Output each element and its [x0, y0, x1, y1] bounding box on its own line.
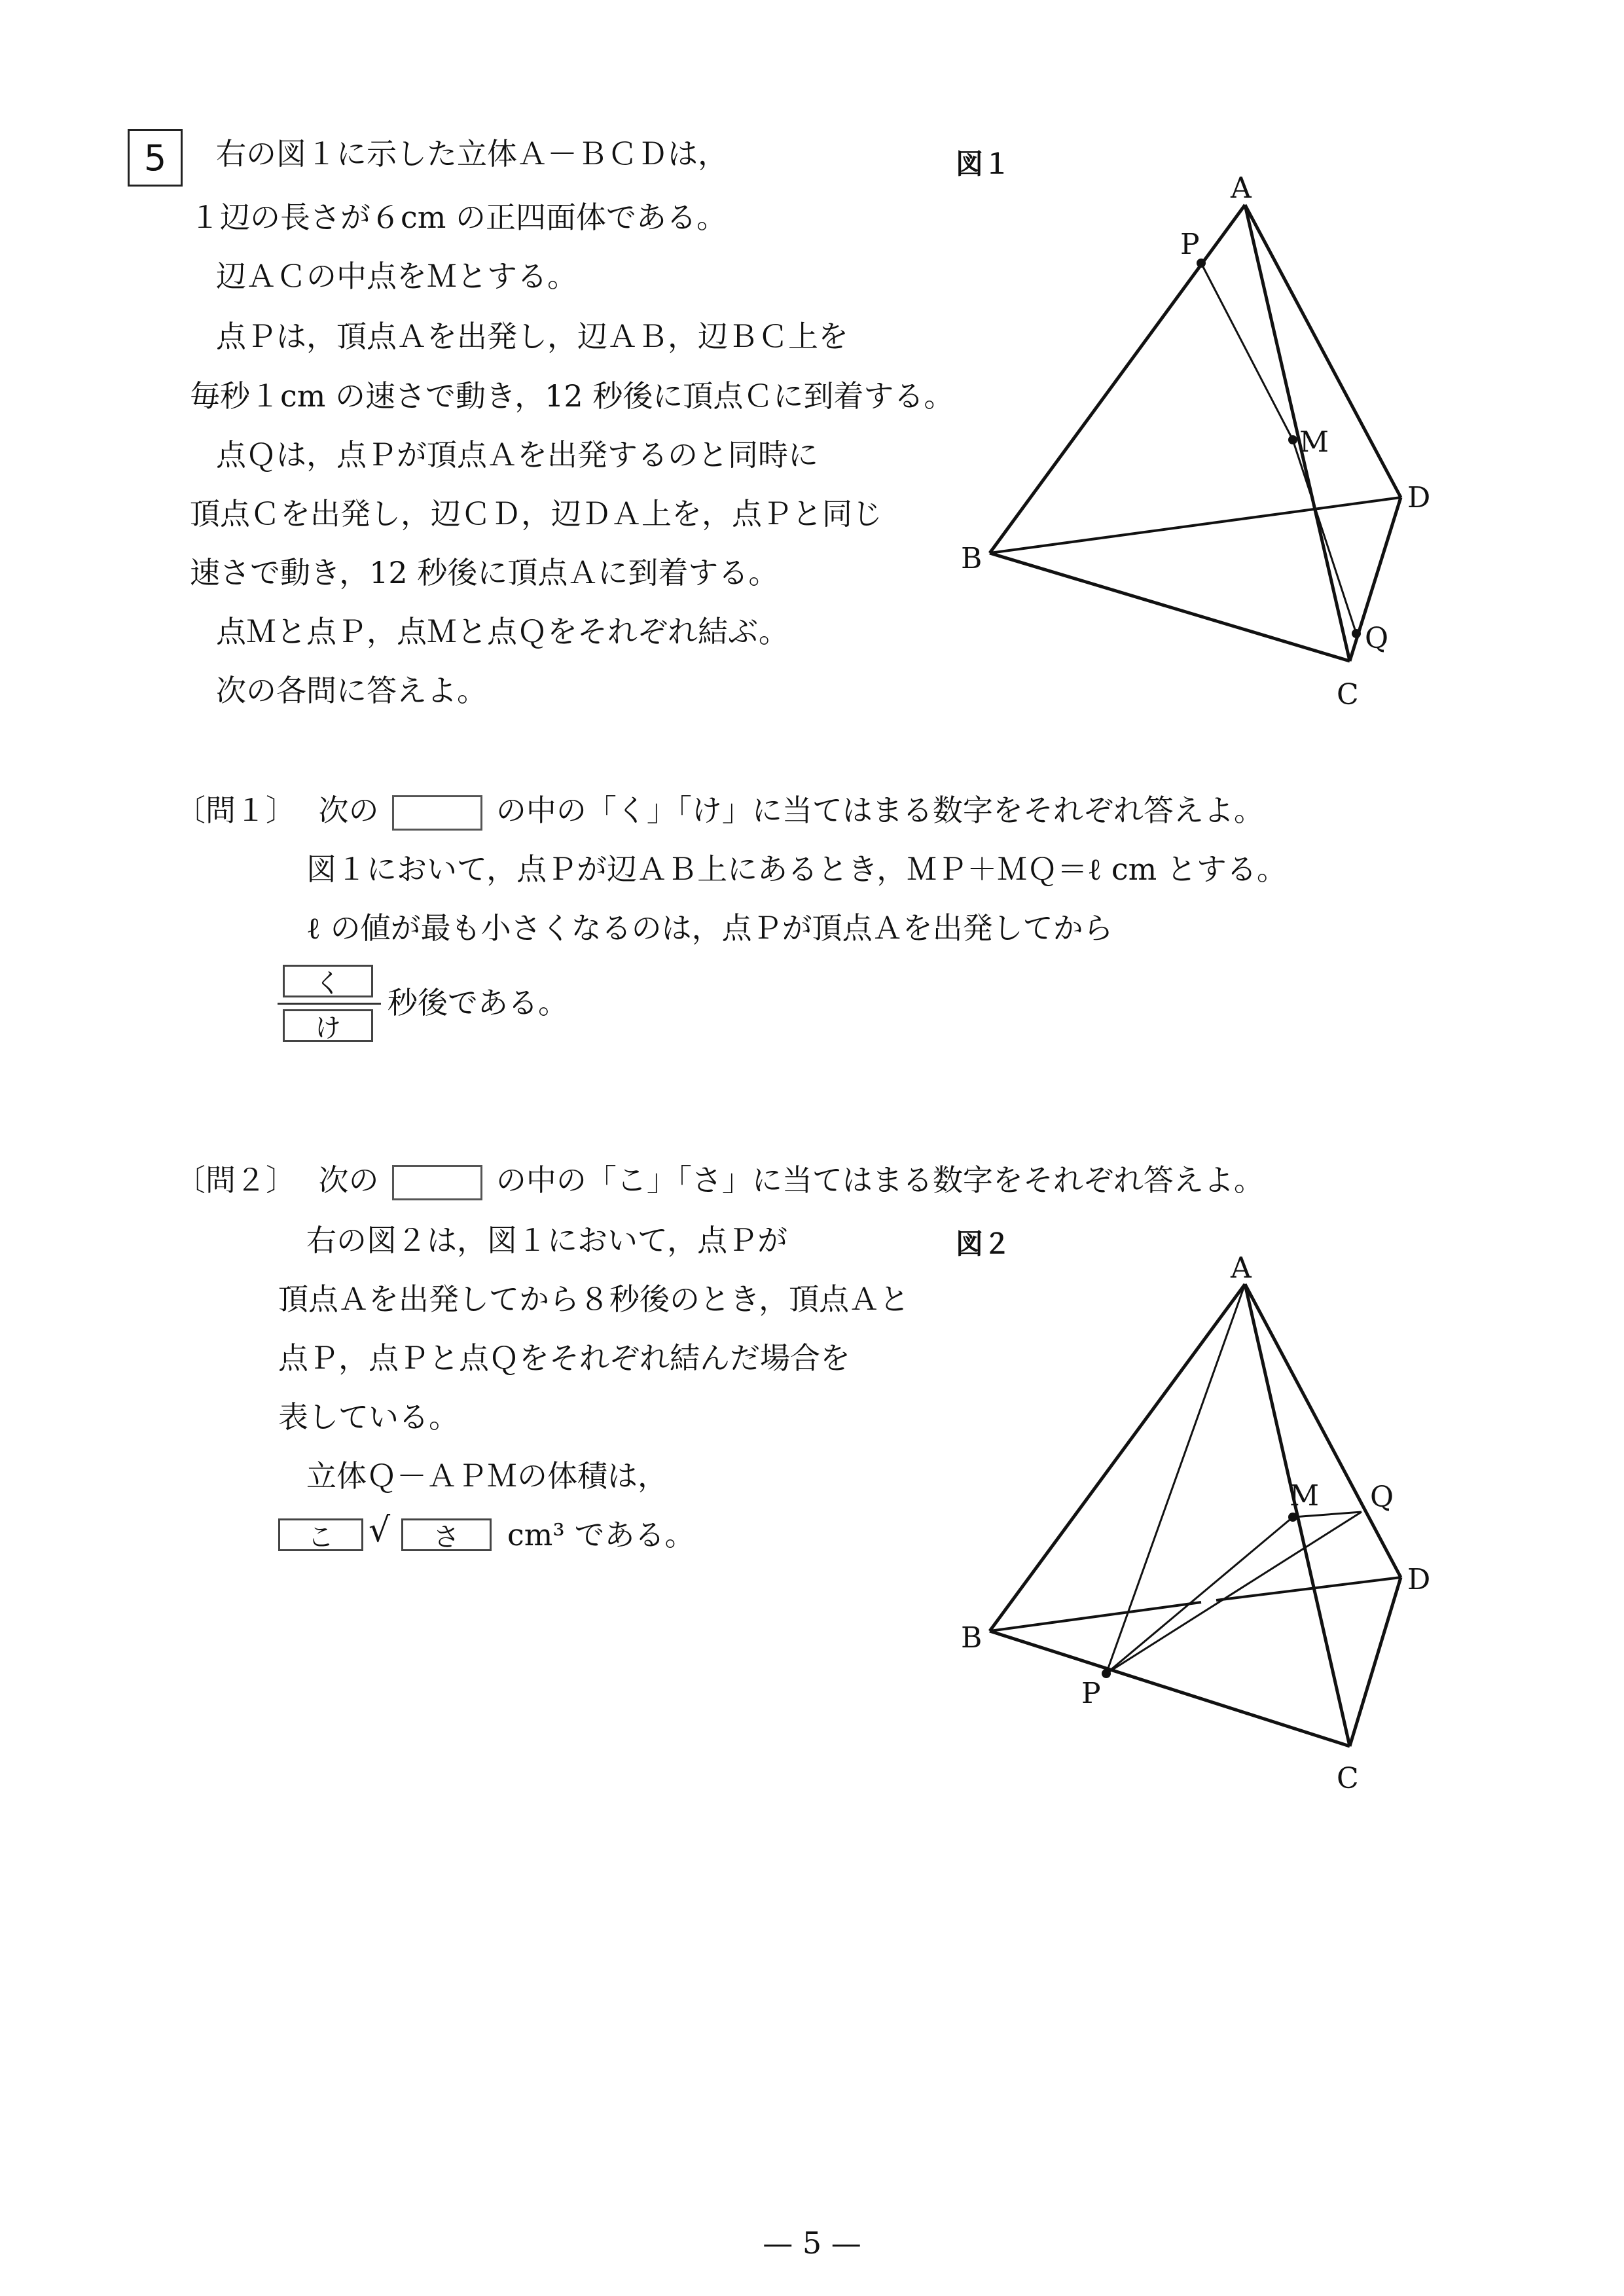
edge-bd-hidden-right	[1216, 1577, 1401, 1600]
intro-line: 次の各問に答えよ。	[216, 673, 487, 708]
q2-unit: cm³ である。	[507, 1517, 695, 1552]
label-d: D	[1407, 1563, 1431, 1596]
q2-lead-post: の中の「こ」「さ」に当てはまる数字をそれぞれ答えよ。	[496, 1162, 1264, 1198]
q2-tag: 〔問２〕	[175, 1162, 296, 1198]
label-a: A	[1231, 1251, 1252, 1285]
label-m: M	[1290, 1479, 1320, 1513]
edge-cd	[1350, 1577, 1401, 1746]
segment-pq	[1106, 1512, 1362, 1674]
q1-tag: 〔問１〕	[175, 793, 296, 828]
label-b: B	[961, 542, 983, 575]
q2-line: 表している。	[278, 1399, 459, 1435]
answer-box-ko[interactable]: こ	[278, 1518, 363, 1551]
label-c: C	[1337, 678, 1359, 711]
sqrt-sign: √	[369, 1511, 391, 1550]
edge-ad	[1245, 1284, 1401, 1577]
label-q: Q	[1370, 1480, 1394, 1514]
intro-line: 速さで動き，12 秒後に頂点Ａに到着する。	[190, 555, 779, 590]
label-q: Q	[1365, 622, 1389, 655]
q2-line: 立体Ｑ－ＡＰＭの体積は，	[306, 1458, 668, 1494]
intro-line: １辺の長さが６cm の正四面体である。	[190, 200, 727, 235]
q1-line1: 図１において，点Ｐが辺ＡＢ上にあるとき，ＭＰ＋ＭＱ＝ℓ cm とする。	[306, 852, 1287, 887]
label-a: A	[1231, 171, 1252, 205]
q2-line: 頂点Ａを出発してから８秒後のとき，頂点Ａと	[278, 1282, 910, 1317]
q2-line: 点Ｐ，点Ｐと点Ｑをそれぞれ結んだ場合を	[278, 1340, 850, 1376]
label-c: C	[1337, 1762, 1359, 1795]
point-p-dot	[1102, 1669, 1111, 1678]
intro-line: 頂点Ｃを出発し，辺ＣＤ，辺ＤＡ上を，点Ｐと同じ	[190, 496, 882, 531]
label-p: P	[1180, 228, 1200, 261]
figure2-label: 図２	[956, 1228, 1011, 1260]
intro-line: 右の図１に示した立体Ａ－ＢＣＤは，	[216, 136, 728, 171]
answer-box-sa[interactable]: さ	[401, 1518, 492, 1551]
q1-line2: ℓ の値が最も小さくなるのは，点Ｐが頂点Ａを出発してから	[306, 910, 1113, 946]
page-number: — 5 —	[763, 2225, 861, 2261]
answer-box-ke[interactable]: け	[283, 1009, 373, 1042]
edge-bd-hidden-left	[990, 1602, 1201, 1631]
edge-ac	[1245, 1284, 1350, 1746]
q1-lead-pre: 次の	[318, 793, 379, 828]
intro-line: 点Ｐは，頂点Ａを出発し，辺ＡＢ，辺ＢＣ上を	[216, 319, 848, 354]
intro-line: 毎秒１cm の速さで動き，12 秒後に頂点Ｃに到着する。	[190, 378, 954, 414]
intro-line: 辺ＡＣの中点をＭとする。	[216, 259, 577, 294]
segment-mq	[1293, 1512, 1362, 1517]
label-m: M	[1299, 425, 1329, 459]
edge-bc	[990, 1631, 1350, 1746]
q2-lead-pre: 次の	[318, 1162, 379, 1198]
label-p: P	[1081, 1677, 1101, 1710]
problem-number: 5	[128, 129, 183, 187]
label-b: B	[961, 1621, 983, 1655]
intro-line: 点Ｑは，点Ｐが頂点Ａを出発するのと同時に	[216, 437, 818, 473]
point-m-dot	[1288, 1513, 1297, 1522]
figure1-label: 図１	[956, 148, 1011, 180]
q2-line: 右の図２は，図１において，点Ｐが	[306, 1223, 788, 1258]
intro-line: 点Ｍと点Ｐ，点Ｍと点Ｑをそれぞれ結ぶ。	[216, 614, 789, 649]
label-d: D	[1407, 481, 1431, 514]
answer-box-ku[interactable]: く	[283, 965, 373, 997]
q1-suffix: 秒後である。	[388, 985, 568, 1020]
edge-ab	[990, 1284, 1245, 1631]
q1-lead-post: の中の「く」「け」に当てはまる数字をそれぞれ答えよ。	[496, 793, 1264, 828]
